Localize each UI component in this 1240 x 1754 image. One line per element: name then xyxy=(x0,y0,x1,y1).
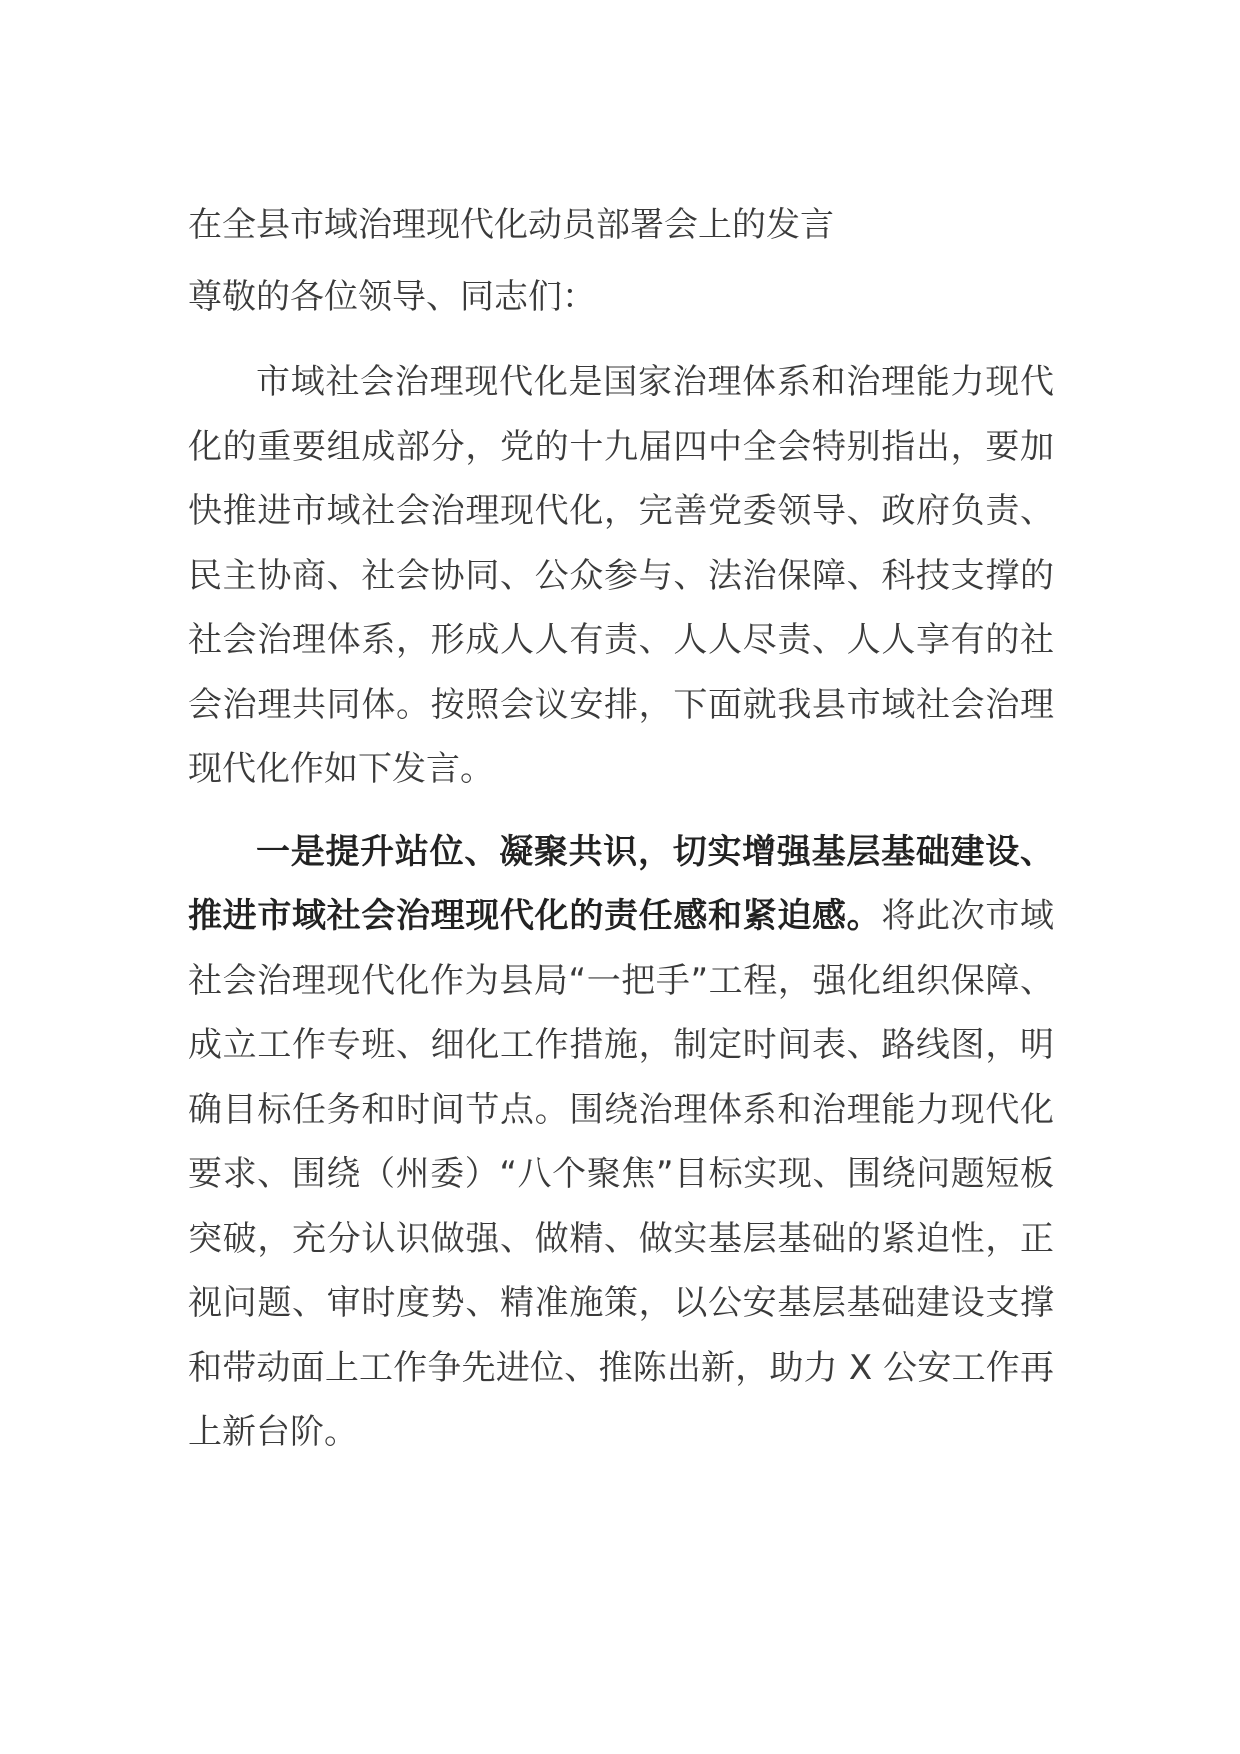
paragraph-intro-text: 市域社会治理现代化是国家治理体系和治理能力现代化的重要组成部分，党的十九届四中全会特别指出，要加快推进市域社会治理现代化，完善党委领导、政府负责、民主协商、社会协同、公众参与、法治保障、科技支撑的社会治理体系，形成人人有责、人人尽责、人人享有的社会治理共同体。按照会议安排，下面就我县市域社会治理现代化作如下发言。 xyxy=(188,362,1054,789)
paragraph-point-one xyxy=(188,820,1054,1465)
salutation: 尊敬的各位领导、同志们： xyxy=(188,277,596,317)
paragraph-point-one-text: 将此次市域社会治理现代化作为县局“一把手”工程，强化组织保障、成立工作专班、细化工作措施，制定时间表、路线图，明确目标任务和时间节点。围绕治理体系和治理能力现代化要求、围绕（州委）“八个聚焦”目标实现、围绕问题短板突破，充分认识做强、做精、做实基层基础的紧迫性，正视问题、审时度势、精准施策，以公安基层基础建设支撑和带动面上工作争先进位、推陈出新，助力 X 公安工作再上新台阶。 xyxy=(188,896,1055,1452)
document-title: 在全县市域治理现代化动员部署会上的发言 xyxy=(188,205,834,245)
paragraph-intro xyxy=(188,350,1054,802)
document-page xyxy=(188,200,1054,1483)
paragraph-point-one-heading: 一是提升站位、凝聚共识，切实增强基层基础建设、推进市域社会治理现代化的责任感和紧迫感。 xyxy=(188,831,1054,936)
